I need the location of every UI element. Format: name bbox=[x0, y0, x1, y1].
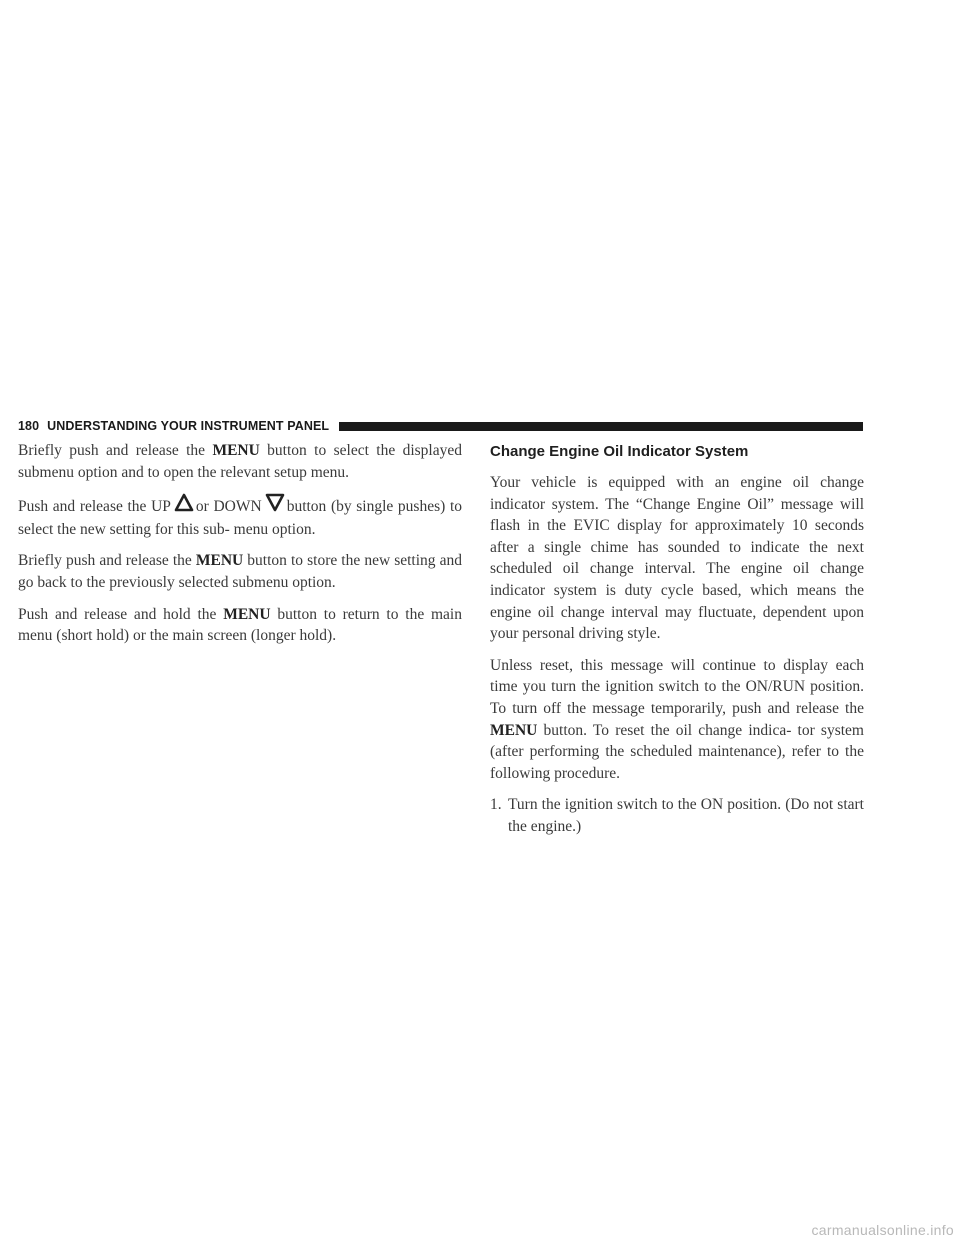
section-title: UNDERSTANDING YOUR INSTRUMENT PANEL bbox=[47, 419, 330, 433]
procedure-step bbox=[490, 794, 864, 837]
paragraph-hold-menu: Push and release and hold the MENU button to return to the main menu (short hold) or the main screen (longer hold). bbox=[18, 605, 462, 645]
page-header bbox=[18, 416, 863, 436]
menu-keyword: MENU bbox=[212, 442, 260, 459]
step-text: Turn the ignition switch to the ON position. (Do not start the engine.) bbox=[508, 796, 864, 835]
up-triangle-icon bbox=[174, 493, 194, 519]
paragraph-up-down: Push and release the UP or DOWN button (by single pushes) to select the new setting for this sub- menu option. bbox=[18, 493, 462, 540]
paragraph-select-submenu: Briefly push and release the MENU button to select the displayed submenu option and to open the relevant setup menu. bbox=[18, 442, 462, 481]
right-column bbox=[490, 440, 864, 838]
menu-keyword: MENU bbox=[490, 721, 538, 739]
paragraph-oil-indicator: Your vehicle is equipped with an engine oil change indicator system. The “Change Engine Oil” message will flash in the EVIC display for approximately 10 seconds after a single chime has sounded to indicate the next scheduled oil change interval. The engine oil change indicator system is duty cycle based, which means the engine oil change interval may fluctuate, dependent upon your personal driving style. bbox=[490, 474, 864, 643]
down-triangle-icon bbox=[265, 493, 285, 519]
paragraph-reset-message: Unless reset, this message will continue to display each time you turn the ignition switch to the ON/RUN position. To turn off the message temporarily, push and release the MENU button. To reset the oil change indica- tor system (after performing the scheduled maintenance), refer to the following procedure. bbox=[490, 656, 864, 782]
menu-keyword: MENU bbox=[223, 605, 271, 623]
header-label bbox=[18, 419, 329, 433]
left-column bbox=[18, 440, 462, 657]
paragraph-store-setting: Briefly push and release the MENU button to store the new setting and go back to the previously selected submenu option. bbox=[18, 552, 462, 591]
menu-keyword: MENU bbox=[195, 552, 244, 570]
step-number: 1. bbox=[490, 796, 502, 814]
header-rule bbox=[339, 422, 863, 431]
section-heading: Change Engine Oil Indicator System bbox=[490, 443, 749, 460]
page-number: 180 bbox=[18, 419, 40, 433]
watermark: carmanualsonline.info bbox=[811, 1222, 954, 1238]
